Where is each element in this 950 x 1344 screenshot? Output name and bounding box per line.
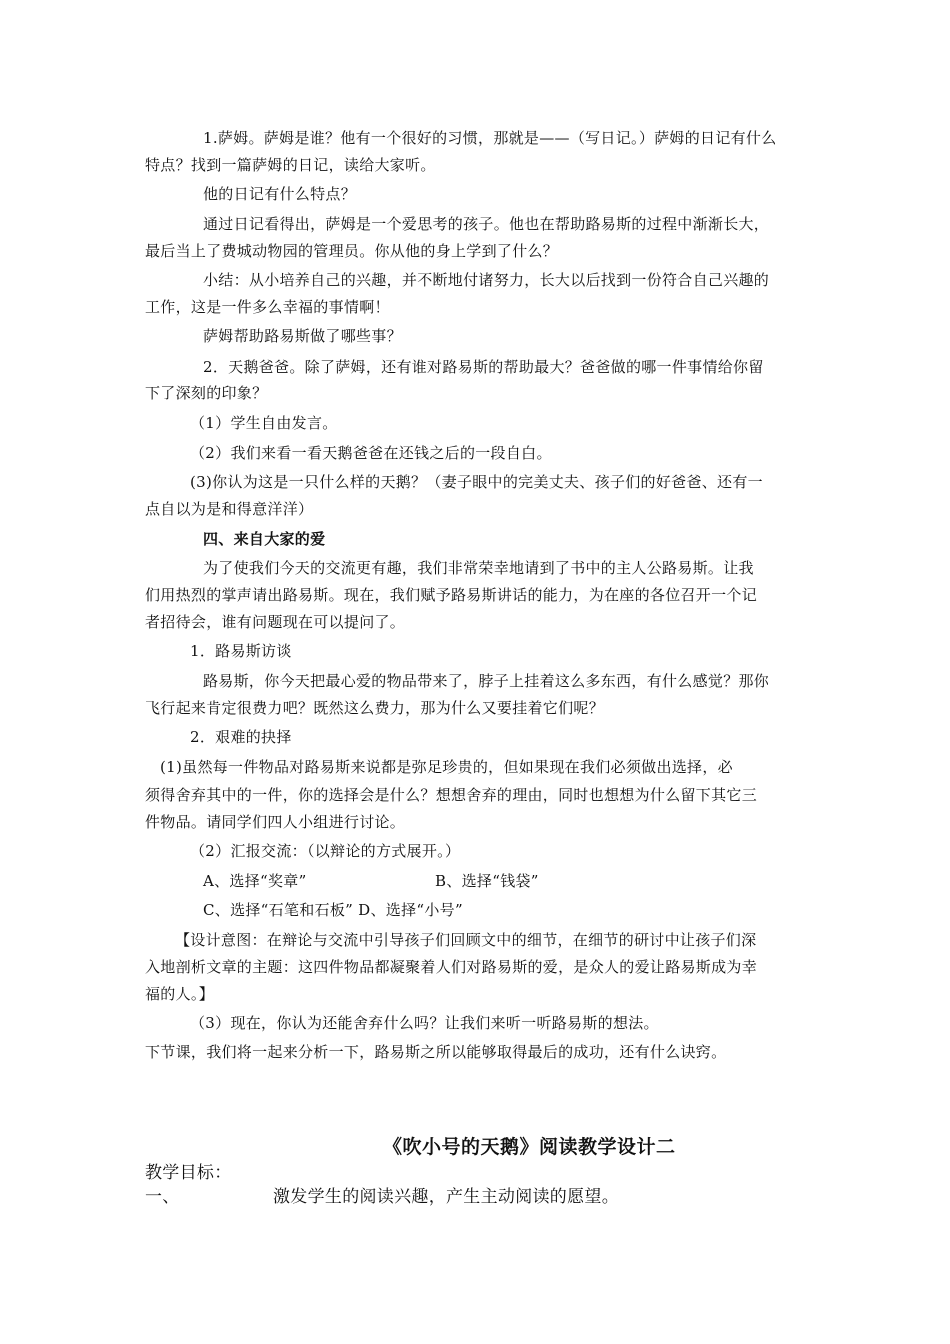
paragraph-line: (3)你认为这是一只什么样的天鹅？（妻子眼中的完美丈夫、孩子们的好爸爸、还有一: [190, 473, 763, 491]
paragraph-line: （2）我们来看一看天鹅爸爸在还钱之后的一段自白。: [190, 444, 552, 462]
option-c-d: C、选择“石笔和石板” D、选择“小号”: [203, 901, 463, 919]
page-title: 《吹小号的天鹅》阅读教学设计二: [383, 1136, 676, 1158]
paragraph-line: 萨姆帮助路易斯做了哪些事？: [203, 327, 402, 345]
paragraph-line: 们用热烈的掌声请出路易斯。现在，我们赋予路易斯讲话的能力，为在座的各位召开一个记: [145, 586, 758, 604]
paragraph-line: 福的人。】: [145, 985, 215, 1003]
paragraph-line: 入地剖析文章的主题：这四件物品都凝聚着人们对路易斯的爱，是众人的爱让路易斯成为幸: [145, 958, 758, 976]
paragraph-line: 1．路易斯访谈: [190, 642, 292, 660]
paragraph-line: （1）学生自由发言。: [190, 414, 338, 432]
paragraph-line: 须得舍弃其中的一件，你的选择会是什么？想想舍弃的理由，同时也想想为什么留下其它三: [145, 786, 758, 804]
section-label: 教学目标：: [145, 1163, 232, 1183]
paragraph-line: 下节课，我们将一起来分析一下，路易斯之所以能够取得最后的成功，还有什么诀窍。: [145, 1043, 727, 1061]
paragraph-line: 【设计意图：在辩论与交流中引导孩子们回顾文中的细节，在细节的研讨中让孩子们深: [175, 931, 757, 949]
option-a: A、选择“奖章”: [203, 872, 307, 890]
paragraph-line: 小结：从小培养自己的兴趣，并不断地付诸努力，长大以后找到一份符合自己兴趣的: [203, 271, 770, 289]
paragraph-line: (1)虽然每一件物品对路易斯来说都是弥足珍贵的，但如果现在我们必须做出选择，必: [160, 758, 733, 776]
paragraph-line: 特点？找到一篇萨姆的日记，读给大家听。: [145, 156, 436, 174]
paragraph-line: 下了深刻的印象？: [145, 384, 268, 402]
paragraph-line: 2．天鹅爸爸。除了萨姆，还有谁对路易斯的帮助最大？爸爸做的哪一件事情给你留: [203, 358, 764, 376]
paragraph-line: 1.萨姆。萨姆是谁？他有一个很好的习惯，那就是——（写日记。）萨姆的日记有什么: [203, 129, 777, 147]
option-b: B、选择“钱袋”: [435, 872, 539, 890]
paragraph-line: （3）现在，你认为还能舍弃什么吗？让我们来听一听路易斯的想法。: [190, 1014, 659, 1032]
paragraph-line: 工作，这是一件多么幸福的事情啊！: [145, 298, 390, 316]
paragraph-line: 路易斯，你今天把最心爱的物品带来了，脖子上挂着这么多东西，有什么感觉？那你: [203, 672, 770, 690]
list-item: 激发学生的阅读兴趣，产生主动阅读的愿望。: [273, 1187, 619, 1207]
paragraph-line: 2．艰难的抉择: [190, 728, 292, 746]
paragraph-line: 他的日记有什么特点？: [203, 185, 357, 203]
paragraph-line: 飞行起来肯定很费力吧？既然这么费力，那为什么又要挂着它们呢？: [145, 699, 605, 717]
paragraph-line: 者招待会，谁有问题现在可以提问了。: [145, 613, 406, 631]
paragraph-line: 为了使我们今天的交流更有趣，我们非常荣幸地请到了书中的主人公路易斯。让我: [203, 559, 754, 577]
list-marker: 一、: [145, 1187, 180, 1207]
paragraph-line: 件物品。请同学们四人小组进行讨论。: [145, 813, 406, 831]
paragraph-line: 通过日记看得出，萨姆是一个爱思考的孩子。他也在帮助路易斯的过程中渐渐长大，: [203, 215, 770, 233]
section-heading: 四、来自大家的爱: [203, 530, 326, 548]
paragraph-line: 最后当上了费城动物园的管理员。你从他的身上学到了什么？: [145, 242, 559, 260]
paragraph-line: 点自以为是和得意洋洋）: [145, 500, 314, 518]
paragraph-line: （2）汇报交流：（以辩论的方式展开。）: [190, 842, 461, 860]
